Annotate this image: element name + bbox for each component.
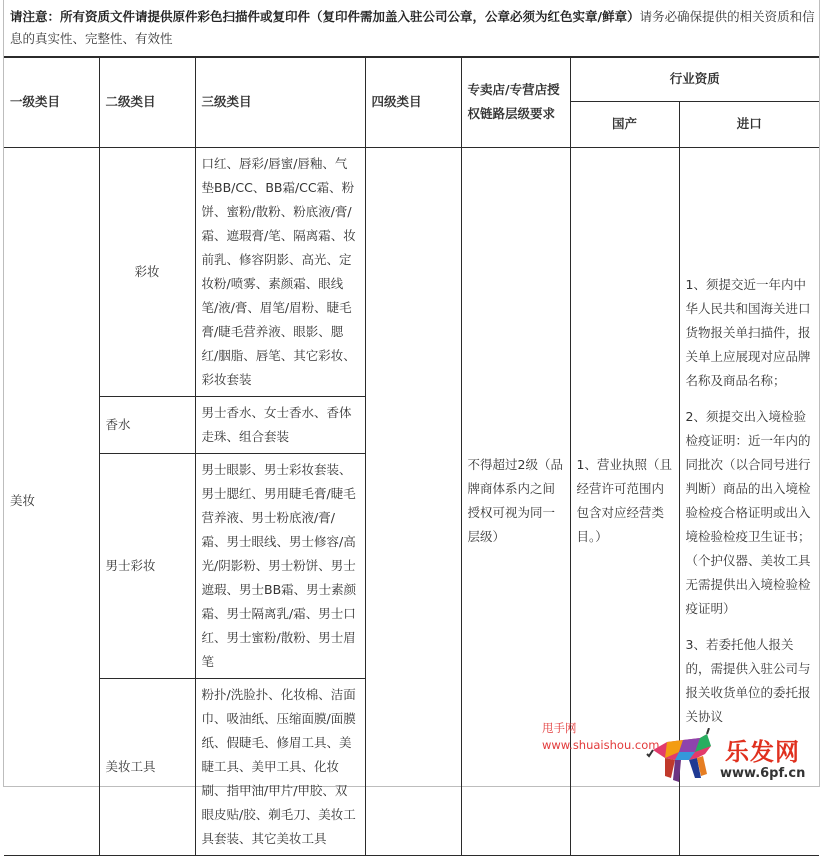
6pf-brand-name: 乐发网 bbox=[725, 737, 800, 766]
level4-category bbox=[365, 147, 461, 855]
shuaishou-name: 甩手网 bbox=[542, 721, 577, 735]
domestic-qualification: 1、营业执照（且经营许可范围内包含对应经营类目。） bbox=[570, 147, 679, 855]
level2-category: 美妆工具 bbox=[99, 678, 195, 855]
header-industry-qualification: 行业资质 bbox=[570, 57, 819, 101]
shuaishou-url: www.shuaishou.com bbox=[542, 738, 660, 752]
auth-chain-requirement: 不得超过2级（品牌商体系内之间授权可视为同一层级） bbox=[461, 147, 570, 855]
import-req-1: 1、须提交近一年内中华人民共和国海关进口货物报关单扫描件，报关单上应展现对应品牌名称及商品名称； bbox=[685, 277, 811, 388]
header-level4: 四级类目 bbox=[365, 57, 461, 147]
level2-category: 彩妆 bbox=[99, 147, 195, 396]
header-level1: 一级类目 bbox=[4, 57, 99, 147]
import-req-3: 3、若委托他人报关的，需提供入驻公司与报关收货单位的委托报关协议 bbox=[685, 637, 811, 724]
level3-category-list: 粉扑/洗脸扑、化妆棉、洁面巾、吸油纸、压缩面膜/面膜纸、假睫毛、修眉工具、美睫工具、美甲工具、化妆刷、指甲油/甲片/甲胶、双眼皮贴/胶、剃毛刀、美妆工具套装、其它美妆工具 bbox=[195, 678, 365, 855]
notice-bold: 请注意：所有资质文件请提供原件彩色扫描件或复印件（复印件需加盖入驻公司公章，公章必须为红色实章/鲜章） bbox=[10, 9, 640, 24]
notice-normal: 请务必确保提供的相关资质和信息的真实性、完整性、有效性 bbox=[10, 9, 815, 46]
shuaishou-watermark bbox=[542, 720, 659, 754]
import-req-2: 2、须提交出入境检验检疫证明：近一年内的同批次（以合同号进行判断）商品的出入境检验检疫合格证明或出入境检验检疫卫生证书；（个护仪器、美妆工具无需提供出入境检验检疫证明） bbox=[685, 409, 811, 616]
level3-category-list: 口红、唇彩/唇蜜/唇釉、气垫BB/CC、BB霜/CC霜、粉饼、蜜粉/散粉、粉底液/膏/霜、遮瑕膏/笔、隔离霜、妆前乳、修容阴影、高光、定妆粉/喷雾、素颜霜、眼线笔/液/膏、眉笔/眉粉、睫毛膏/睫毛营养液、眼影、腮红/胭脂、唇笔、其它彩妆、彩妆套装 bbox=[195, 147, 365, 396]
level1-category: 美妆 bbox=[4, 147, 99, 855]
level2-category: 男士彩妆 bbox=[99, 453, 195, 678]
bull-logo-icon bbox=[645, 728, 725, 786]
header-level3: 三级类目 bbox=[195, 57, 365, 147]
header-imported: 进口 bbox=[679, 101, 819, 147]
notice-text bbox=[10, 6, 815, 50]
6pf-url: www.6pf.cn bbox=[720, 766, 806, 781]
level2-category: 香水 bbox=[99, 396, 195, 453]
level3-category-list: 男士眼影、男士彩妆套装、男士腮红、男用睫毛膏/睫毛营养液、男士粉底液/膏/霜、男士眼线、男士修容/高光/阴影粉、男士粉饼、男士遮瑕、男士BB霜、男士素颜霜、男士隔离乳/霜、男士口红、男士蜜粉/散粉、男士眉笔 bbox=[195, 453, 365, 678]
header-domestic: 国产 bbox=[570, 101, 679, 147]
6pf-watermark bbox=[645, 728, 820, 786]
header-auth-chain: 专卖店/专营店授权链路层级要求 bbox=[461, 57, 570, 147]
header-level2: 二级类目 bbox=[99, 57, 195, 147]
level3-category-list: 男士香水、女士香水、香体走珠、组合套装 bbox=[195, 396, 365, 453]
